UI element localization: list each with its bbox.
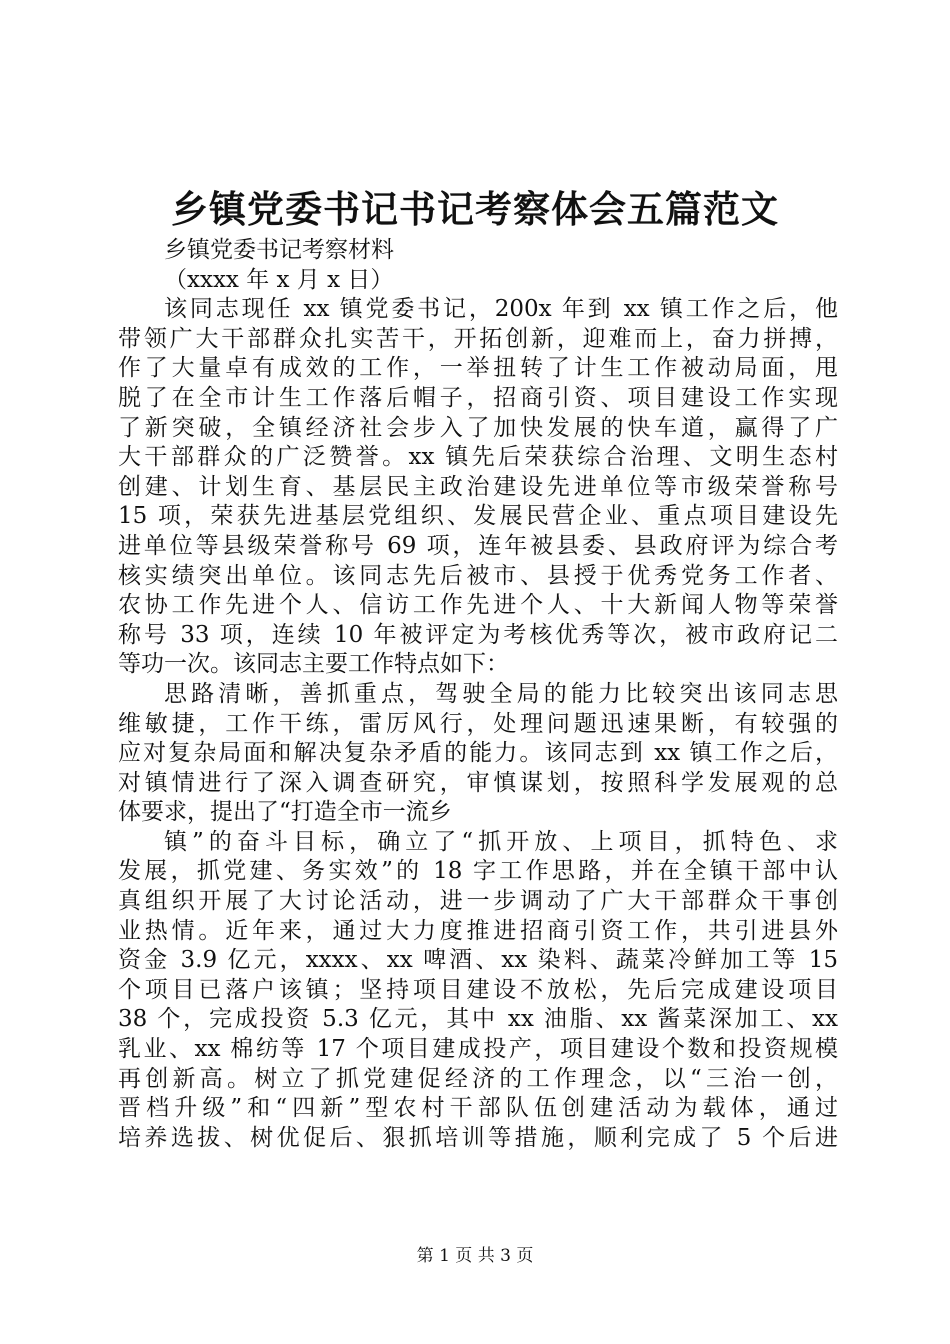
- text-line: 资金 3.9 亿元，xxxx、xx 啤酒、xx 染料、蔬菜冷鲜加工等 15: [118, 947, 838, 974]
- text-line: 发展，抓党建、务实效”的 18 字工作思路，并在全镇干部中认: [118, 858, 838, 885]
- text-line: 真组织开展了大讨论活动，进一步调动了广大干部群众干事创: [118, 888, 838, 915]
- text-line: 晋档升级”和“四新”型农村干部队伍创建活动为载体，通过: [118, 1095, 838, 1122]
- text-line: 大干部群众的广泛赞誉。xx 镇先后荣获综合治理、文明生态村: [118, 444, 838, 471]
- text-line: 作了大量卓有成效的工作，一举扭转了计生工作被动局面，甩: [118, 355, 838, 382]
- text-line: 进单位等县级荣誉称号 69 项，连年被县委、县政府评为综合考: [118, 532, 838, 559]
- text-line: 维敏捷，工作干练，雷厉风行，处理问题迅速果断，有较强的: [118, 710, 838, 737]
- text-line: 称号 33 项，连续 10 年被评定为考核优秀等次，被市政府记二: [118, 621, 838, 648]
- text-line: 业热情。近年来，通过大力度推进招商引资工作，共引进县外: [118, 917, 838, 944]
- text-line: 脱了在全市计生工作落后帽子，招商引资、项目建设工作实现: [118, 384, 838, 411]
- text-line: 了新突破，全镇经济社会步入了加快发展的快车道，赢得了广: [118, 414, 838, 441]
- text-line: 再创新高。树立了抓党建促经济的工作理念，以“三治一创，: [118, 1065, 838, 1092]
- text-line: 培养选拔、树优促后、狠抓培训等措施，顺利完成了 5 个后进: [118, 1124, 838, 1151]
- text-line: 带领广大干部群众扎实苦干，开拓创新，迎难而上，奋力拼搏，: [118, 325, 838, 352]
- text-line: 38 个，完成投资 5.3 亿元，其中 xx 油脂、xx 酱菜深加工、xx: [118, 1006, 838, 1033]
- text-line: 15 项，荣获先进基层党组织、发展民营企业、重点项目建设先: [118, 503, 838, 530]
- text-line: 对镇情进行了深入调查研究，审慎谋划，按照科学发展观的总: [118, 769, 838, 796]
- text-line: 乳业、xx 棉纺等 17 个项目建成投产，项目建设个数和投资规模: [118, 1036, 838, 1063]
- text-line: 创建、计划生育、基层民主政治建设先进单位等市级荣誉称号: [118, 473, 838, 500]
- document-title: 乡镇党委书记书记考察体会五篇范文: [171, 187, 779, 231]
- text-line: 应对复杂局面和解决复杂矛盾的能力。该同志到 xx 镇工作之后，: [118, 740, 838, 767]
- page-footer: 第 1 页 共 3 页: [416, 1246, 534, 1266]
- text-line: 思路清晰，善抓重点，驾驶全局的能力比较突出该同志思: [164, 680, 838, 707]
- text-line: 核实绩突出单位。该同志先后被市、县授于优秀党务工作者、: [118, 562, 838, 589]
- text-line: 等功一次。该同志主要工作特点如下：: [118, 651, 509, 678]
- text-line: 乡镇党委书记考察材料: [164, 237, 394, 263]
- text-line: 该同志现任 xx 镇党委书记，200x 年到 xx 镇工作之后，他: [164, 296, 838, 323]
- text-line: 农协工作先进个人、信访工作先进个人、十大新闻人物等荣誉: [118, 592, 838, 619]
- text-line: 镇”的奋斗目标，确立了“抓开放、上项目，抓特色、求: [164, 828, 838, 855]
- text-line: 体要求，提出了“打造全市一流乡: [118, 799, 452, 826]
- text-line: 个项目已落户该镇；坚持项目建设不放松，先后完成建设项目: [118, 976, 838, 1003]
- document-body: [118, 236, 838, 1153]
- text-line: （xxxx 年 x 月 x 日）: [164, 266, 394, 293]
